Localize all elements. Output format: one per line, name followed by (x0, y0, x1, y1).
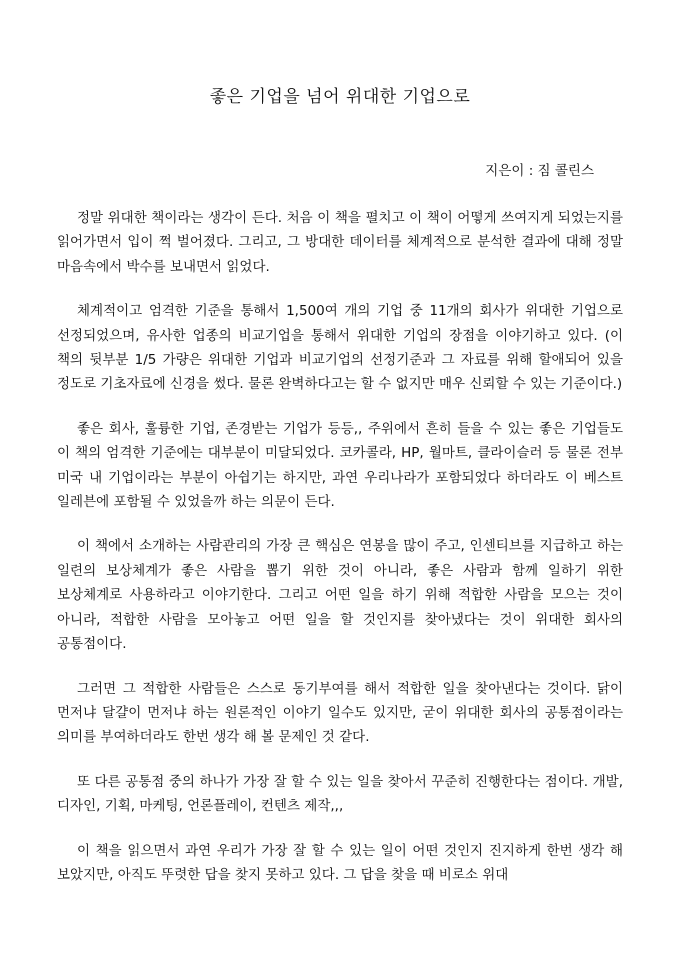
document-title: 좋은 기업을 넘어 위대한 기업으로 (209, 87, 471, 107)
paragraph: 또 다른 공통점 중의 하나가 가장 잘 할 수 있는 일을 찾아서 꾸준히 진행한다는 점이다. 개발, 디자인, 기획, 마케팅, 언론플레이, 컨텐츠 제작,,, (57, 773, 623, 815)
author-line: 지은이 : 짐 콜린스 (485, 163, 594, 179)
paragraph: 체계적이고 엄격한 기준을 통해서 1,500여 개의 기업 중 11개의 회사가 위대한 기업으로 선정되었으며, 유사한 업종의 비교기업을 통해서 위대한 기업의 장점을 이야기하고 있다. (이 책의 뒷부분 1/5 가량은 위대한 기업과 비교기업의 선정기준과 그 자료를 위해 할애되어 있을 정도로 기초자료에 신경을 썼다. 물론 완벽하다고는 할 수 없지만 매우 신뢰할 수 있는 기준이다.) (57, 303, 623, 393)
paragraph: 좋은 회사, 훌륭한 기업, 존경받는 기업가 등등,, 주위에서 흔히 들을 수 있는 좋은 기업들도 이 책의 엄격한 기준에는 대부분이 미달되었다. 코카콜라, HP, 월마트, 클라이슬러 등 물론 전부 미국 내 기업이라는 부분이 아쉽기는 하지만, 과연 우리나라가 포함되었다 하더라도 이 베스트 일레븐에 포함될 수 있었을까 하는 의문이 든다. (57, 420, 623, 511)
paragraph: 이 책에서 소개하는 사람관리의 가장 큰 핵심은 연봉을 많이 주고, 인센티브를 지급하고 하는 일련의 보상체계가 좋은 사람을 뽑기 위한 것이 아니라, 좋은 사람과 함께 일하기 위한 보상체계로 사용하라고 이야기한다. 그리고 어떤 일을 하기 위해 적합한 사람을 모으는 것이 아니라, 적합한 사람을 모아놓고 어떤 일을 할 것인지를 찾아냈다는 것이 위대한 회사의 공통점이다. (57, 538, 623, 653)
paragraph: 이 책을 읽으면서 과연 우리가 가장 잘 할 수 있는 일이 어떤 것인지 진지하게 한번 생각 해 보았지만, 아직도 뚜렷한 답을 찾지 못하고 있다. 그 답을 찾을 때 비로소 위대 (57, 842, 623, 883)
paragraph: 정말 위대한 책이라는 생각이 든다. 처음 이 책을 펼치고 이 책이 어떻게 쓰여지게 되었는지를 읽어가면서 입이 쩍 벌어졌다. 그리고, 그 방대한 데이터를 체계적으로 분석한 결과에 대해 정말 마음속에서 박수를 보내면서 읽었다. (57, 210, 623, 275)
document-body (57, 206, 623, 907)
paragraph: 그러면 그 적합한 사람들은 스스로 동기부여를 해서 적합한 일을 찾아낸다는 것이다. 닭이 먼저냐 달걀이 먼저냐 하는 원론적인 이야기 일수도 있지만, 굳이 위대한 회사의 공통점이라는 의미를 부여하더라도 한번 생각 해 볼 문제인 것 같다. (57, 680, 623, 746)
